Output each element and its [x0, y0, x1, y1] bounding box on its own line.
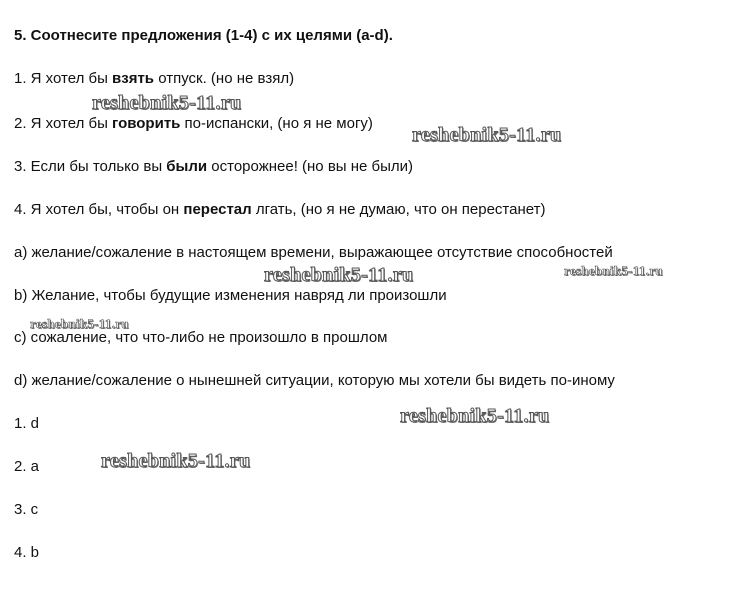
answer-2: 2. a: [14, 458, 40, 475]
sentence-4-after: лгать, (но я не думаю, что он перестанет): [251, 201, 546, 218]
sentence-2-after: по-испански, (но я не могу): [180, 115, 373, 132]
sentence-1-before: 1. Я хотел бы: [14, 70, 113, 87]
sentence-3: [14, 157, 413, 177]
sentence-4-verb: перестал: [183, 201, 252, 218]
purpose-b: b) Желание, чтобы будущие изменения навряд ли произошли: [14, 287, 447, 304]
sentence-4-before: 4. Я хотел бы, чтобы он: [14, 201, 184, 218]
sentence-3-verb: были: [166, 158, 208, 175]
answer-3: 3. c: [14, 501, 39, 518]
sentence-1-after: отпуск. (но не взял): [154, 70, 295, 87]
watermark: reshebnik5-11.ru: [264, 264, 414, 286]
watermark: reshebnik5-11.ru: [92, 92, 242, 114]
sentence-3-before: 3. Если бы только вы: [14, 158, 167, 175]
sentence-3-after: осторожнее! (но вы не были): [207, 158, 414, 175]
purpose-c: c) сожаление, что что-либо не произошло в прошлом: [14, 329, 388, 346]
sentence-4: [14, 200, 545, 220]
sentence-2-before: 2. Я хотел бы: [14, 115, 113, 132]
watermark: reshebnik5-11.ru: [564, 263, 663, 278]
watermark: reshebnik5-11.ru: [412, 124, 562, 146]
watermark: reshebnik5-11.ru: [101, 450, 251, 472]
sentence-2: [14, 114, 373, 134]
sentence-1: [14, 69, 294, 89]
purpose-d: d) желание/сожаление о нынешней ситуации, которую мы хотели бы видеть по-иному: [14, 372, 615, 389]
sentence-1-verb: взять: [112, 70, 155, 87]
exercise-title: 5. Соотнесите предложения (1-4) с их целями (a-d).: [14, 27, 393, 44]
answer-4: 4. b: [14, 544, 40, 561]
sentence-2-verb: говорить: [112, 115, 181, 132]
watermark: reshebnik5-11.ru: [400, 405, 550, 427]
answer-1: 1. d: [14, 415, 40, 432]
purpose-a: a) желание/сожаление в настоящем времени, выражающее отсутствие способностей: [14, 244, 613, 261]
watermark: reshebnik5-11.ru: [30, 316, 129, 331]
